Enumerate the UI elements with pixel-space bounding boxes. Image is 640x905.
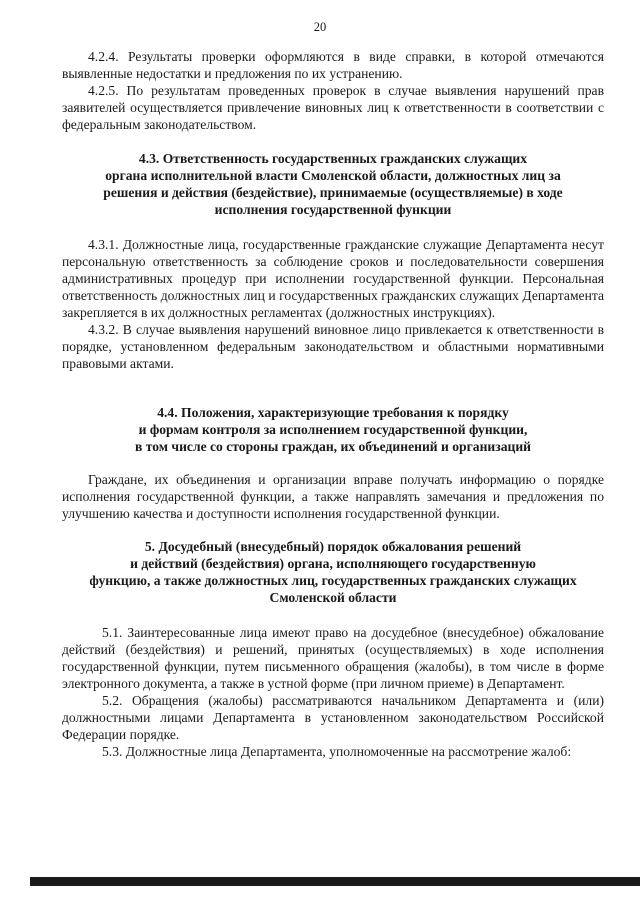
- section-title-line: 4.3. Ответственность государственных гражданских служащих: [138, 151, 528, 166]
- section-title-line: в том числе со стороны граждан, их объединений и организаций: [135, 439, 531, 454]
- paragraph-5-1: 5.1. Заинтересованные лица имеют право на досудебное (внесудебное) обжалование действий (бездействия) и решений, принятых (осуществляемых) в ходе исполнения государственной функции, путем письменного обращения (жалобы), в том числе в форме электронного документа, а также в устной форме (при личном приеме) в Департамент.: [62, 625, 604, 691]
- section-title-line: и формам контроля за исполнением государственной функции,: [138, 422, 528, 437]
- section-4-3: [62, 150, 604, 372]
- section-title-line: решения и действия (бездействие), принимаемые (осуществляемые) в ходе: [103, 185, 563, 200]
- section-4-4: [62, 404, 604, 522]
- paragraph-4-4: Граждане, их объединения и организации вправе получать информацию о порядке исполнения государственной функции, а также направлять замечания и предложения по улучшению качества и доступности исполнения государственной функции.: [62, 472, 604, 521]
- section-4-3-title: [62, 150, 604, 218]
- paragraph-5-3: 5.3. Должностные лица Департамента, уполномоченные на рассмотрение жалоб:: [102, 744, 572, 759]
- section-title-line: 5. Досудебный (внесудебный) порядок обжалования решений: [144, 539, 522, 554]
- paragraph-5-2: 5.2. Обращения (жалобы) рассматриваются начальником Департамента и (или) должностными лицами Департамента в установленном законодательством Российской Федерации порядке.: [62, 693, 604, 742]
- section-title-line: Смоленской области: [269, 590, 397, 605]
- section-title-line: исполнения государственной функции: [214, 202, 452, 217]
- paragraph-4-3-2: 4.3.2. В случае выявления нарушений виновное лицо привлекается к ответственности в порядке, установленном федеральным законодательством и областными нормативными правовыми актами.: [62, 322, 604, 371]
- page-number: 20: [313, 20, 327, 34]
- section-title-line: и действий (бездействия) органа, исполняющего государственную: [130, 556, 536, 571]
- paragraph-4-3-1: 4.3.1. Должностные лица, государственные гражданские служащие Департамента несут персональную ответственность за соблюдение сроков и последовательности совершения административных процедур при исполнении государственной функции. Персональная ответственность должностных лиц и государственных гражданских служащих Департамента закрепляется в их должностных регламентах (должностных инструкциях).: [62, 237, 604, 320]
- section-title-line: органа исполнительной власти Смоленской области, должностных лиц за: [105, 168, 561, 183]
- paragraph-4-2-4: 4.2.4. Результаты проверки оформляются в виде справки, в которой отмечаются выявленные недостатки и предложения по их устранению.: [62, 49, 604, 81]
- paragraph-4-2-5: 4.2.5. По результатам проведенных проверок в случае выявления нарушений прав заявителей осуществляется привлечение виновных лиц к ответственности в соответствии с федеральным законодательством.: [62, 83, 604, 132]
- section-5-title: [62, 538, 604, 606]
- bottom-scan-edge: [30, 877, 640, 886]
- section-4-4-title: [62, 404, 604, 455]
- section-title-line: 4.4. Положения, характеризующие требования к порядку: [157, 405, 509, 420]
- section-title-line: функцию, а также должностных лиц, государственных гражданских служащих: [89, 573, 577, 588]
- top-paragraphs: [62, 48, 604, 133]
- section-5: [62, 538, 604, 760]
